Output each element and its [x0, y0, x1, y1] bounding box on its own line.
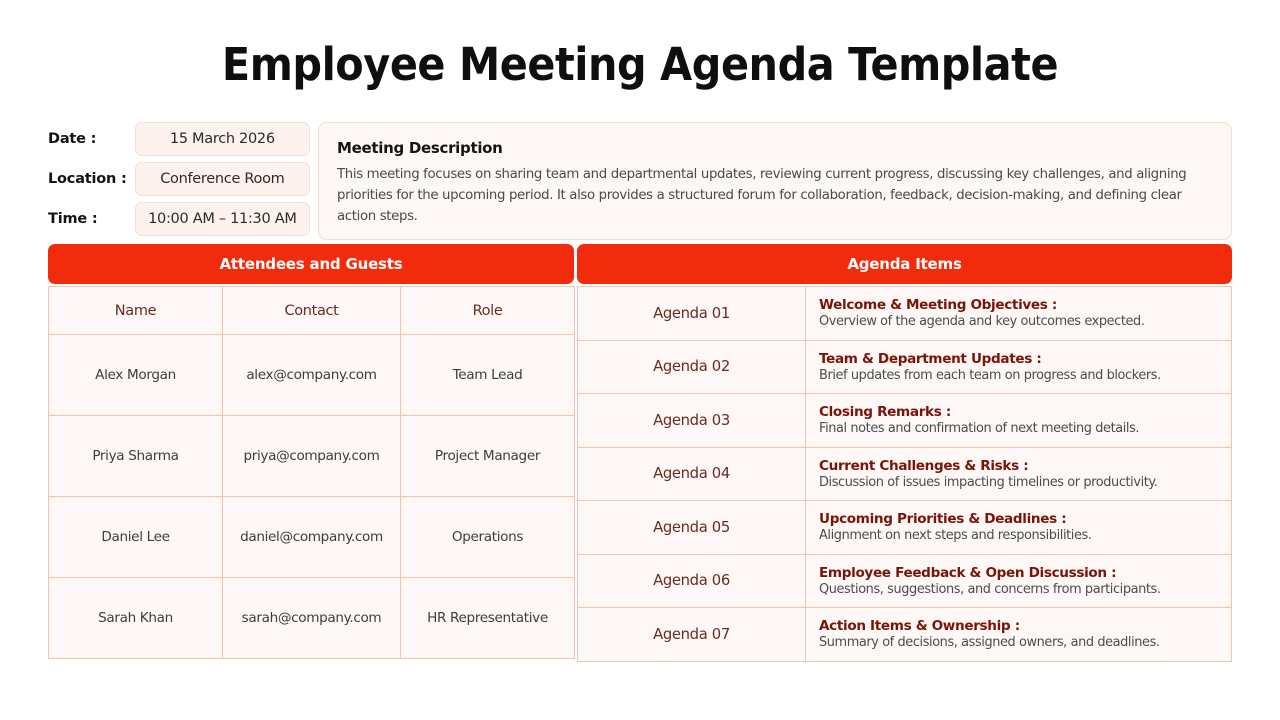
agenda-panel-header: Agenda Items	[577, 244, 1232, 284]
table-row	[578, 287, 1232, 341]
agenda-item-description: Brief updates from each team on progress and blockers.	[819, 367, 1161, 383]
table-row	[49, 497, 575, 578]
meta-row-date	[48, 122, 310, 156]
meeting-description-card	[318, 122, 1232, 240]
table-row	[578, 340, 1232, 394]
column-header-contact: Contact	[223, 287, 401, 335]
agenda-item-title: Closing Remarks :	[819, 404, 951, 421]
agenda-detail-cell	[806, 608, 1232, 662]
agenda-item-description: Final notes and confirmation of next meeting details.	[819, 421, 1140, 437]
attendees-table	[48, 286, 575, 659]
table-row	[49, 335, 575, 416]
attendee-name: Daniel Lee	[49, 497, 223, 578]
attendees-header-row	[49, 287, 575, 335]
date-value-field[interactable]: 15 March 2026	[135, 122, 310, 156]
agenda-item-title: Current Challenges & Risks :	[819, 457, 1029, 474]
meeting-description-heading: Meeting Description	[337, 139, 503, 157]
table-row	[49, 578, 575, 659]
attendee-role: Operations	[401, 497, 575, 578]
agenda-number: Agenda 03	[578, 394, 806, 448]
table-row	[578, 394, 1232, 448]
meta-row-location	[48, 162, 310, 196]
agenda-table	[577, 286, 1232, 662]
agenda-number: Agenda 04	[578, 447, 806, 501]
agenda-detail-cell	[806, 554, 1232, 608]
time-label: Time :	[48, 211, 98, 227]
time-value-field[interactable]: 10:00 AM – 11:30 AM	[135, 202, 310, 236]
location-label: Location :	[48, 171, 127, 187]
attendee-name: Alex Morgan	[49, 335, 223, 416]
agenda-item-description: Summary of decisions, assigned owners, and deadlines.	[819, 635, 1160, 651]
agenda-detail-cell	[806, 394, 1232, 448]
agenda-detail-cell	[806, 501, 1232, 555]
attendees-panel	[48, 244, 574, 659]
agenda-detail-cell	[806, 287, 1232, 341]
attendee-role: Team Lead	[401, 335, 575, 416]
table-row	[578, 501, 1232, 555]
attendee-name: Sarah Khan	[49, 578, 223, 659]
meeting-info-strip	[48, 122, 1232, 240]
location-value-field[interactable]: Conference Room	[135, 162, 310, 196]
agenda-item-title: Action Items & Ownership :	[819, 618, 1020, 635]
attendee-role: HR Representative	[401, 578, 575, 659]
agenda-detail-cell	[806, 447, 1232, 501]
agenda-number: Agenda 06	[578, 554, 806, 608]
attendee-contact: daniel@company.com	[223, 497, 401, 578]
column-header-name: Name	[49, 287, 223, 335]
attendee-role: Project Manager	[401, 416, 575, 497]
page-title: Employee Meeting Agenda Template	[221, 38, 1059, 91]
agenda-item-title: Upcoming Priorities & Deadlines :	[819, 511, 1067, 528]
agenda-item-title: Team & Department Updates :	[819, 350, 1042, 367]
agenda-number: Agenda 05	[578, 501, 806, 555]
table-row	[49, 416, 575, 497]
table-row	[578, 608, 1232, 662]
agenda-item-title: Employee Feedback & Open Discussion :	[819, 564, 1117, 581]
agenda-item-description: Alignment on next steps and responsibilities.	[819, 528, 1092, 544]
agenda-number: Agenda 07	[578, 608, 806, 662]
attendee-contact: priya@company.com	[223, 416, 401, 497]
date-label: Date :	[48, 131, 97, 147]
column-header-role: Role	[401, 287, 575, 335]
agenda-item-title: Welcome & Meeting Objectives :	[819, 297, 1057, 314]
meeting-description-body: This meeting focuses on sharing team and departmental updates, reviewing current progress, discussing key challenges, and aligning priorities for the upcoming period. It also provides a structured forum for collaboration, feedback, decision-making, and defining clear action steps.	[337, 167, 1187, 224]
agenda-panel	[577, 244, 1232, 662]
table-row	[578, 554, 1232, 608]
table-row	[578, 447, 1232, 501]
agenda-detail-cell	[806, 340, 1232, 394]
attendee-contact: sarah@company.com	[223, 578, 401, 659]
attendees-panel-header: Attendees and Guests	[48, 244, 574, 284]
agenda-number: Agenda 01	[578, 287, 806, 341]
meta-row-time	[48, 202, 310, 236]
agenda-item-description: Overview of the agenda and key outcomes expected.	[819, 314, 1145, 330]
agenda-item-description: Discussion of issues impacting timelines or productivity.	[819, 474, 1158, 490]
agenda-number: Agenda 02	[578, 340, 806, 394]
agenda-item-description: Questions, suggestions, and concerns from participants.	[819, 581, 1161, 597]
attendee-name: Priya Sharma	[49, 416, 223, 497]
attendee-contact: alex@company.com	[223, 335, 401, 416]
meeting-meta-list	[48, 122, 310, 242]
